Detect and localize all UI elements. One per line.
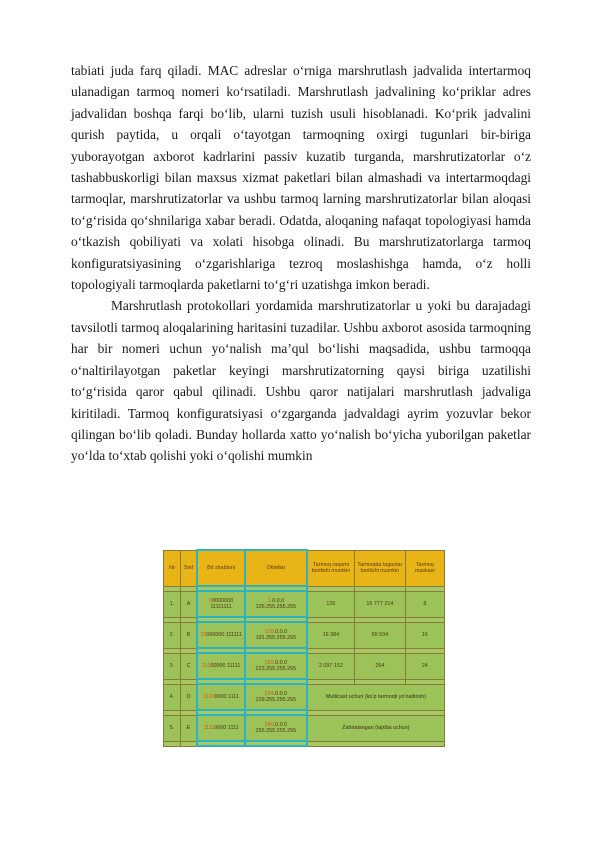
cell-mask: 16: [405, 622, 444, 648]
cell-bit-pattern: [197, 622, 245, 648]
octet-rest-part: .0.0.0 239.255.255.255: [255, 690, 297, 703]
octet-rest-part: 0.0.0 126.255.255.255: [255, 597, 297, 610]
cell-number: 2.: [164, 622, 181, 648]
octet-network-part: 128: [264, 628, 274, 635]
header-number: №: [164, 550, 181, 586]
table-spacer-row: [164, 741, 445, 746]
cell-number: 1.: [164, 591, 181, 617]
cell-bit-pattern: [197, 591, 245, 617]
octet-rest-part: .0.0.0 191.255.255.255: [255, 628, 297, 641]
cell-number: 3.: [164, 653, 181, 679]
cell-network-count: 2 097 152: [307, 653, 355, 679]
bit-network-part: 0: [209, 597, 213, 604]
cell-host-count: 254: [355, 653, 406, 679]
table-row: [164, 653, 445, 679]
cell-host-count: 65 534: [355, 622, 406, 648]
header-host-count: Tarmoqda tugunlar berilishi mumkin: [355, 550, 406, 586]
bit-network-part: 1110: [203, 693, 215, 700]
cell-octets: [245, 684, 307, 710]
cell-number: 5.: [164, 715, 181, 741]
bit-network-part: 1111: [203, 724, 215, 731]
octet-network-part: 1.: [267, 597, 273, 604]
cell-class-note: Zahiralangan (tajriba uchun): [307, 715, 445, 741]
octet-network-part: 192: [264, 659, 274, 666]
table-header-row: [164, 550, 445, 586]
cell-network-count: 16 384: [307, 622, 355, 648]
octet-network-part: 240: [264, 721, 274, 728]
header-bit-pattern: Bit shabloni: [197, 550, 245, 586]
paragraph-2: Marshrutlash protokollari yordamida marshrutizatorlar u yoki bu darajadagi tavsilotli tarmoq aloqalarining haritasini tuzadilar. Ushbu axborot asosida tarmoqning har bir nomeri uchun yo‘nalish ma’qul bo‘lishi maqsadida, ushbu tarmoqqa o‘naltirilayotgan paketlar keyingi marshrutizatorning qaysi biriga uzatilishi to‘g‘risida qaror qabul qilinadi. Ushbu qaror natijalari marshrutlash jadvaliga kiritiladi. Tarmoq konfiguratsiyasi o‘zgarganda jadvaldagi ayrim yozuvlar bekor qilingan bo‘lib qoladi. Bunday hollarda xatto yo‘nalish bo‘yicha yuborilgan paketlar yo‘lda to‘xtab qolishi yoki o‘qolishi mumkin: [71, 298, 531, 464]
ip-class-table-image: [163, 549, 445, 747]
cell-bit-pattern: [197, 684, 245, 710]
document-body: [71, 60, 531, 467]
cell-class: E: [180, 715, 197, 741]
table-row: [164, 715, 445, 741]
bit-rest-part: 000000 111111: [206, 631, 242, 638]
table-row: [164, 591, 445, 617]
header-octets: Oktetlar: [245, 550, 307, 586]
bit-network-part: 110: [201, 662, 211, 669]
octet-network-part: 224: [264, 690, 274, 697]
cell-host-count: 16 777 214: [355, 591, 406, 617]
table-row: [164, 622, 445, 648]
octet-rest-part: .0.0.0 223.255.255.255: [255, 659, 297, 672]
cell-class-note: Multicast uchun (ko‘p tarmoqli yo‘naltirish): [307, 684, 445, 710]
header-network-count: Tarmoq raqami berilishi mumkin: [307, 550, 355, 586]
cell-mask: 8: [405, 591, 444, 617]
cell-class: B: [180, 622, 197, 648]
header-mask: Tarmoq maskasi: [405, 550, 444, 586]
bit-rest-part: 00000 11111: [210, 662, 241, 669]
octet-rest-part: .0.0.0 255.255.255.255: [255, 721, 297, 734]
header-class: Sinf: [180, 550, 197, 586]
cell-class: C: [180, 653, 197, 679]
cell-octets: [245, 715, 307, 741]
bit-rest-part: 0000 1111: [214, 693, 239, 700]
bit-network-part: 10: [200, 631, 207, 638]
cell-mask: 24: [405, 653, 444, 679]
table-row: [164, 684, 445, 710]
cell-network-count: 126: [307, 591, 355, 617]
cell-octets: [245, 591, 307, 617]
ip-class-table: [163, 549, 445, 747]
bit-rest-part: 0000000 11111111: [210, 597, 234, 610]
cell-class: D: [180, 684, 197, 710]
cell-octets: [245, 622, 307, 648]
cell-bit-pattern: [197, 715, 245, 741]
bit-rest-part: 0000 1111: [214, 724, 239, 731]
cell-number: 4.: [164, 684, 181, 710]
cell-octets: [245, 653, 307, 679]
paragraph-1: tabiati juda farq qiladi. MAC adreslar o‘rniga marshrutlash jadvalida intertarmoq ulanadigan tarmoq nomeri ko‘rsatiladi. Marshrutlash jadvalining ko‘priklar adres jadvalidan boshqa farqi bo‘lib, ularni tuzish usuli hisoblanadi. Ko‘prik jadvalini qurish paytida, u orqali o‘tayotgan tarmoqning oxirgi tugunlari bir-biriga yuborayotgan axborot kadrlarini passiv kuzatib turganda, marshrutizatorlar o‘z tashabbuskorligi bilan maxsus xizmat paketlari bilan almashadi va intertarmoqdagi tarmoqlar, marshrutizatorlar va ushbu tarmoq larning marshrutizatorlar bilan aloqasi to‘g‘risida qo‘shnilariga xabar beradi. Odatda, aloqaning nafaqat topologiyasi hamda o‘tkazish qobiliyati va xolati hisobga olinadi. Bu marshrutizatorlarga tarmoq konfiguratsiyasining o‘zgarishlariga tezroq moslashishga hamda, o‘z holli topologiyali tarmoqlarda paketlarni to‘g‘ri uzatishga imkon beradi.: [71, 63, 531, 293]
cell-class: A: [180, 591, 197, 617]
cell-bit-pattern: [197, 653, 245, 679]
